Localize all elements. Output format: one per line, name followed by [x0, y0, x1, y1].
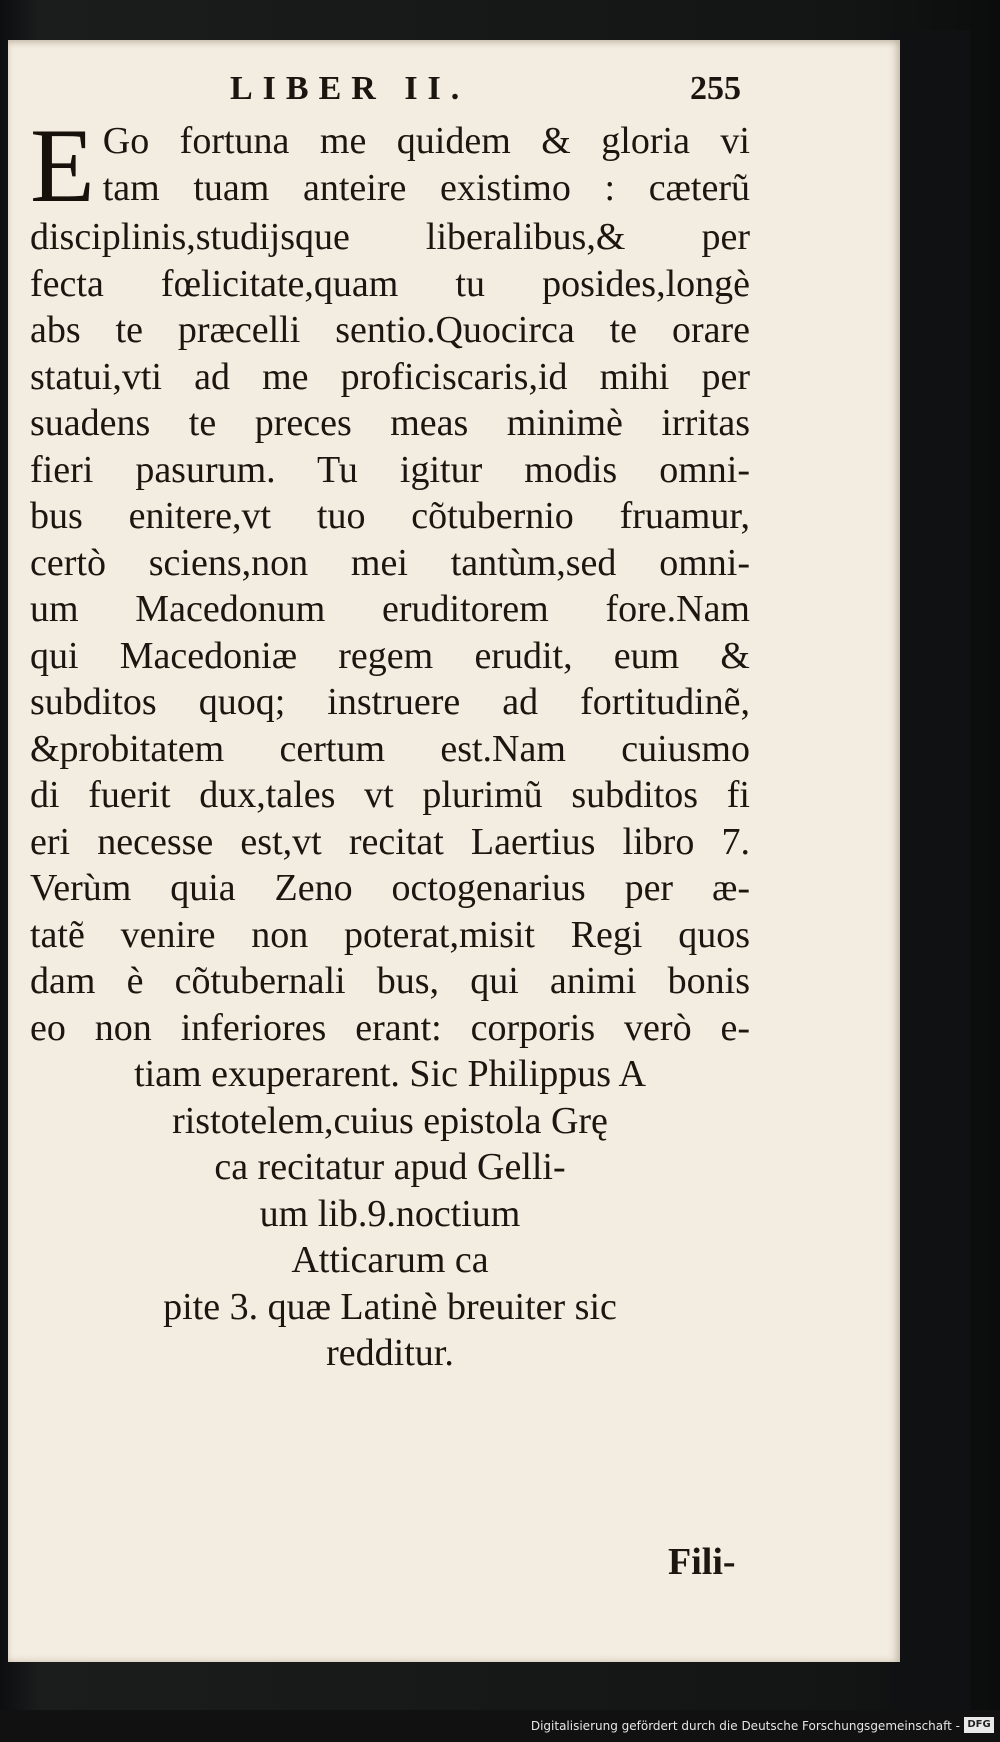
text-line: dam è cõtubernali bus, qui animi bonis: [30, 960, 750, 1002]
digitization-credit: Digitalisierung gefördert durch die Deutsche Forschungsgemeinschaft -: [530, 1719, 960, 1733]
text-line: subditos quoq; instruere ad fortitudinẽ,: [30, 681, 750, 723]
text-line: um Macedonum eruditorem fore.Nam: [30, 588, 750, 630]
text-line: eri necesse est,vt recitat Laertius libro 7.: [30, 820, 750, 863]
text-line: ca recitatur apud Gelli-: [214, 1146, 566, 1188]
text-line: tiam exuperarent. Sic Philippus A: [134, 1053, 646, 1095]
text-line: redditur.: [326, 1332, 454, 1374]
text-line: Atticarum ca: [291, 1239, 489, 1281]
text-line: tam tuam anteire existimo : cæterũ: [102, 166, 750, 209]
text-line: Go fortuna me quidem & gloria vi: [102, 120, 750, 162]
text-line: &probitatem certum est.Nam cuiusmo: [30, 727, 750, 770]
text-line: suadens te preces meas minimè irritas: [30, 402, 750, 444]
text-line: fecta fœlicitate,quam tu posides,longè: [30, 262, 750, 305]
book-cover-edge: [890, 30, 970, 1710]
running-head: [0, 70, 900, 120]
text-line: ristotelem,cuius epistola Grę: [172, 1099, 608, 1142]
text-line: bus enitere,vt tuo cõtubernio fruamur,: [30, 495, 750, 537]
text-line: um lib.9.noctium: [259, 1192, 521, 1235]
text-line: certò sciens,non mei tantùm,sed omni-: [30, 541, 750, 584]
text-line: statui,vti ad me proficiscaris,id mihi per: [30, 355, 750, 398]
text-line: fieri pasurum. Tu igitur modis omni-: [30, 448, 750, 491]
text-line: pite 3. quæ Latinè breuiter sic: [163, 1285, 617, 1328]
text-line: disciplinis,studijsque liberalibus,& per: [30, 216, 750, 258]
text-line: Verùm quia Zeno octogenarius per æ-: [30, 867, 750, 909]
page-number: 255: [690, 70, 741, 107]
text-line: qui Macedoniæ regem erudit, eum &: [30, 634, 750, 677]
text-line: di fuerit dux,tales vt plurimũ subditos fi: [30, 774, 750, 816]
book-title: LIBER II.: [230, 70, 470, 107]
text-line: tatẽ venire non poterat,misit Regi quos: [30, 913, 750, 956]
dfg-logo: DFG: [964, 1717, 994, 1733]
text-line: abs te præcelli sentio.Quocirca te orare: [30, 309, 750, 351]
body-text: [30, 107, 750, 1377]
drop-cap: E: [30, 107, 95, 224]
footer-bar: [0, 1710, 1000, 1742]
catchword: Fili-: [668, 1541, 736, 1583]
text-line: eo non inferiores erant: corporis verò e-: [30, 1006, 750, 1049]
